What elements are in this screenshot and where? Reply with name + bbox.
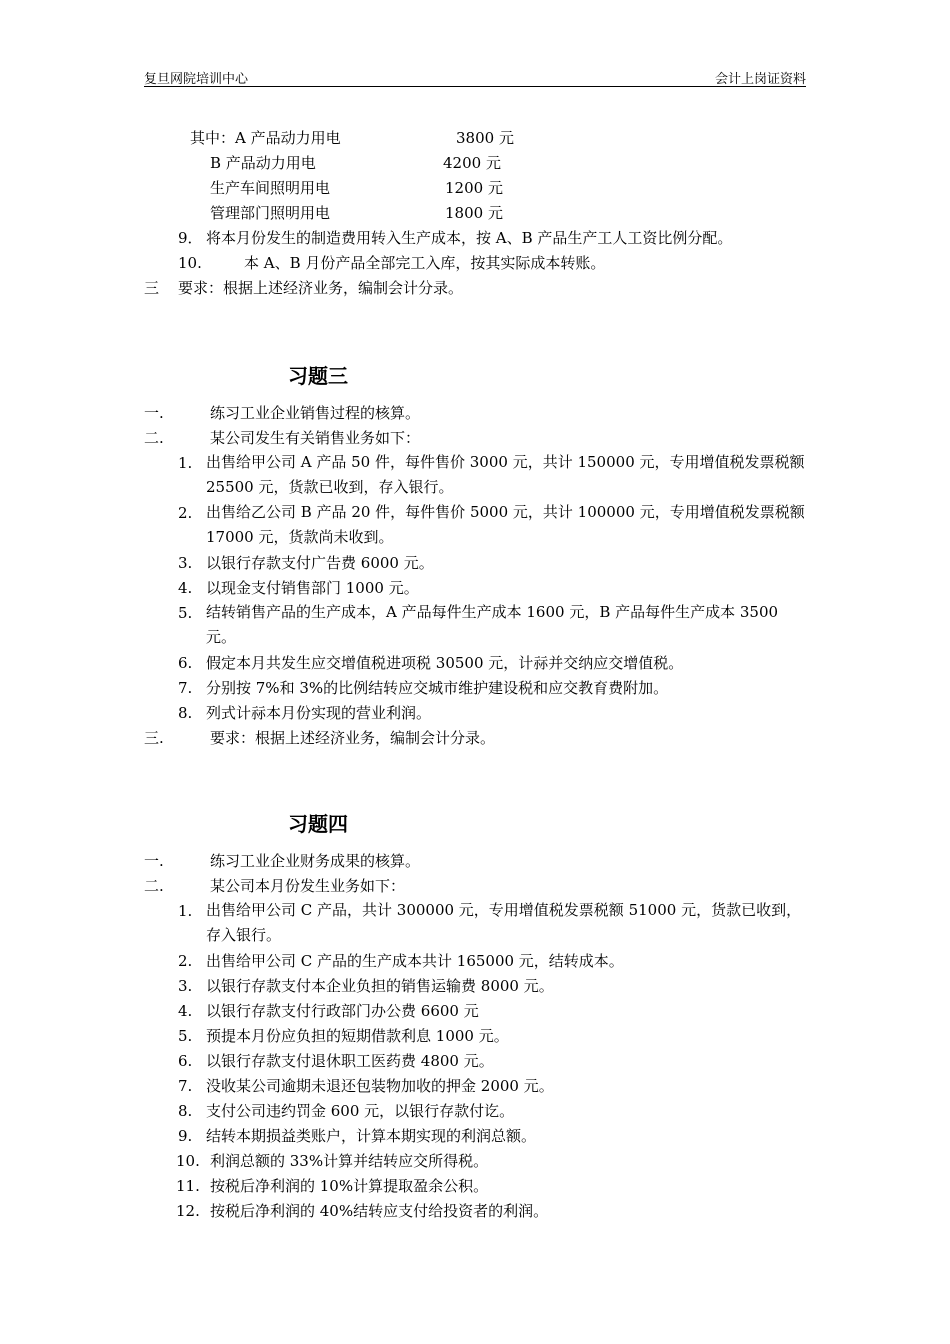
exercise-title: 习题四	[288, 812, 348, 836]
header-right: 会计上岗证资料	[714, 72, 806, 87]
item-number: 2.	[178, 952, 193, 970]
item-number: 2.	[178, 504, 193, 522]
item-number: 8.	[178, 1102, 193, 1120]
section-number: 一.	[144, 404, 164, 422]
item-text: 以银行存款支付行政部门办公费 6600 元	[206, 1002, 479, 1020]
section-text: 某公司本月份发生业务如下：	[210, 877, 406, 895]
item-number: 6.	[178, 654, 193, 672]
item-number: 10.	[176, 1152, 200, 1170]
item-text: 将本月份发生的制造费用转入生产成本，按 A、B 产品生产工人工资比例分配。	[206, 229, 733, 247]
item-number: 12.	[176, 1202, 200, 1220]
item-text: 按税后净利润的 10%计算提取盈余公积。	[210, 1177, 489, 1195]
item-number: 4.	[178, 1002, 193, 1020]
item-text: 出售给甲公司 A 产品 50 件，每件售价 3000 元，共计 150000 元，专用增值税发票税额 25500 元，货款已收到，存入银行。	[206, 453, 805, 496]
item-label: 生产车间照明用电	[210, 179, 331, 197]
section-text: 某公司发生有关销售业务如下：	[210, 429, 421, 447]
item-number: 5.	[178, 1027, 193, 1045]
exercise-title: 习题三	[288, 364, 348, 388]
item-amount: 1800 元	[445, 204, 503, 222]
item-number: 6.	[178, 1052, 193, 1070]
item-amount: 1200 元	[445, 179, 503, 197]
item-number: 7.	[178, 679, 193, 697]
item-text: 按税后净利润的 40%结转应支付给投资者的利润。	[210, 1202, 549, 1220]
page-header	[144, 68, 806, 87]
section-number: 二.	[144, 429, 164, 447]
item-text: 结转销售产品的生产成本，A 产品每件生产成本 1600 元，B 产品每件生产成本 3500 元。	[206, 603, 779, 646]
item-text: 本 A、B 月份产品全部完工入库，按其实际成本转账。	[244, 254, 606, 272]
item-text: 假定本月共发生应交增值税进项税 30500 元，计祘并交纳应交增值税。	[206, 654, 684, 672]
item-text: 分别按 7%和 3%的比例结转应交城市维护建设税和应交教育费附加。	[206, 679, 669, 697]
item-text: 没收某公司逾期未退还包装物加收的押金 2000 元。	[206, 1077, 554, 1095]
item-label: 管理部门照明用电	[210, 204, 331, 222]
item-number: 9.	[178, 1127, 193, 1145]
item-number: 9．	[178, 229, 203, 247]
item-number: 3.	[178, 977, 193, 995]
item-amount: 4200 元	[443, 154, 501, 172]
item-number: 5.	[178, 604, 193, 622]
section-text: 练习工业企业财务成果的核算。	[210, 852, 421, 870]
item-text: 出售给甲公司 C 产品的生产成本共计 165000 元，结转成本。	[206, 952, 624, 970]
item-number: 3.	[178, 554, 193, 572]
section-number: 三.	[144, 729, 164, 747]
requirement-text: 要求：根据上述经济业务，编制会计分录。	[210, 729, 496, 747]
item-text: 列式计祘本月份实现的营业利润。	[206, 704, 432, 722]
requirement-text: 要求：根据上述经济业务，编制会计分录。	[178, 279, 464, 297]
item-number: 4.	[178, 579, 193, 597]
item-text: 出售给乙公司 B 产品 20 件，每件售价 5000 元，共计 100000 元，专用增值税发票税额 17000 元，货款尚未收到。	[206, 503, 805, 546]
item-text: 以现金支付销售部门 1000 元。	[206, 579, 419, 597]
item-text: 以银行存款支付退休职工医药费 4800 元。	[206, 1052, 494, 1070]
item-number: 8.	[178, 704, 193, 722]
item-number: 1.	[178, 902, 193, 920]
section-number: 一.	[144, 852, 164, 870]
section-number: 二.	[144, 877, 164, 895]
item-label: 其中：A 产品动力用电	[190, 129, 341, 147]
item-text: 结转本期损益类账户，计算本期实现的利润总额。	[206, 1127, 537, 1145]
item-amount: 3800 元	[456, 129, 514, 147]
item-text: 以银行存款支付本企业负担的销售运输费 8000 元。	[206, 977, 554, 995]
section-text: 练习工业企业销售过程的核算。	[210, 404, 421, 422]
item-text: 出售给甲公司 C 产品，共计 300000 元，专用增值税发票税额 51000 元，货款已收到，存入银行。	[206, 901, 802, 944]
item-text: 预提本月份应负担的短期借款利息 1000 元。	[206, 1027, 509, 1045]
item-text: 利润总额的 33%计算并结转应交所得税。	[210, 1152, 489, 1170]
item-text: 以银行存款支付广告费 6000 元。	[206, 554, 434, 572]
item-number: 1.	[178, 454, 193, 472]
item-number: 10.	[178, 254, 202, 272]
section-number: 三	[144, 279, 160, 297]
item-label: B 产品动力用电	[210, 154, 316, 172]
header-left: 复旦网院培训中心	[144, 72, 249, 87]
item-number: 11.	[176, 1177, 200, 1195]
item-text: 支付公司违约罚金 600 元，以银行存款付讫。	[206, 1102, 515, 1120]
item-number: 7.	[178, 1077, 193, 1095]
